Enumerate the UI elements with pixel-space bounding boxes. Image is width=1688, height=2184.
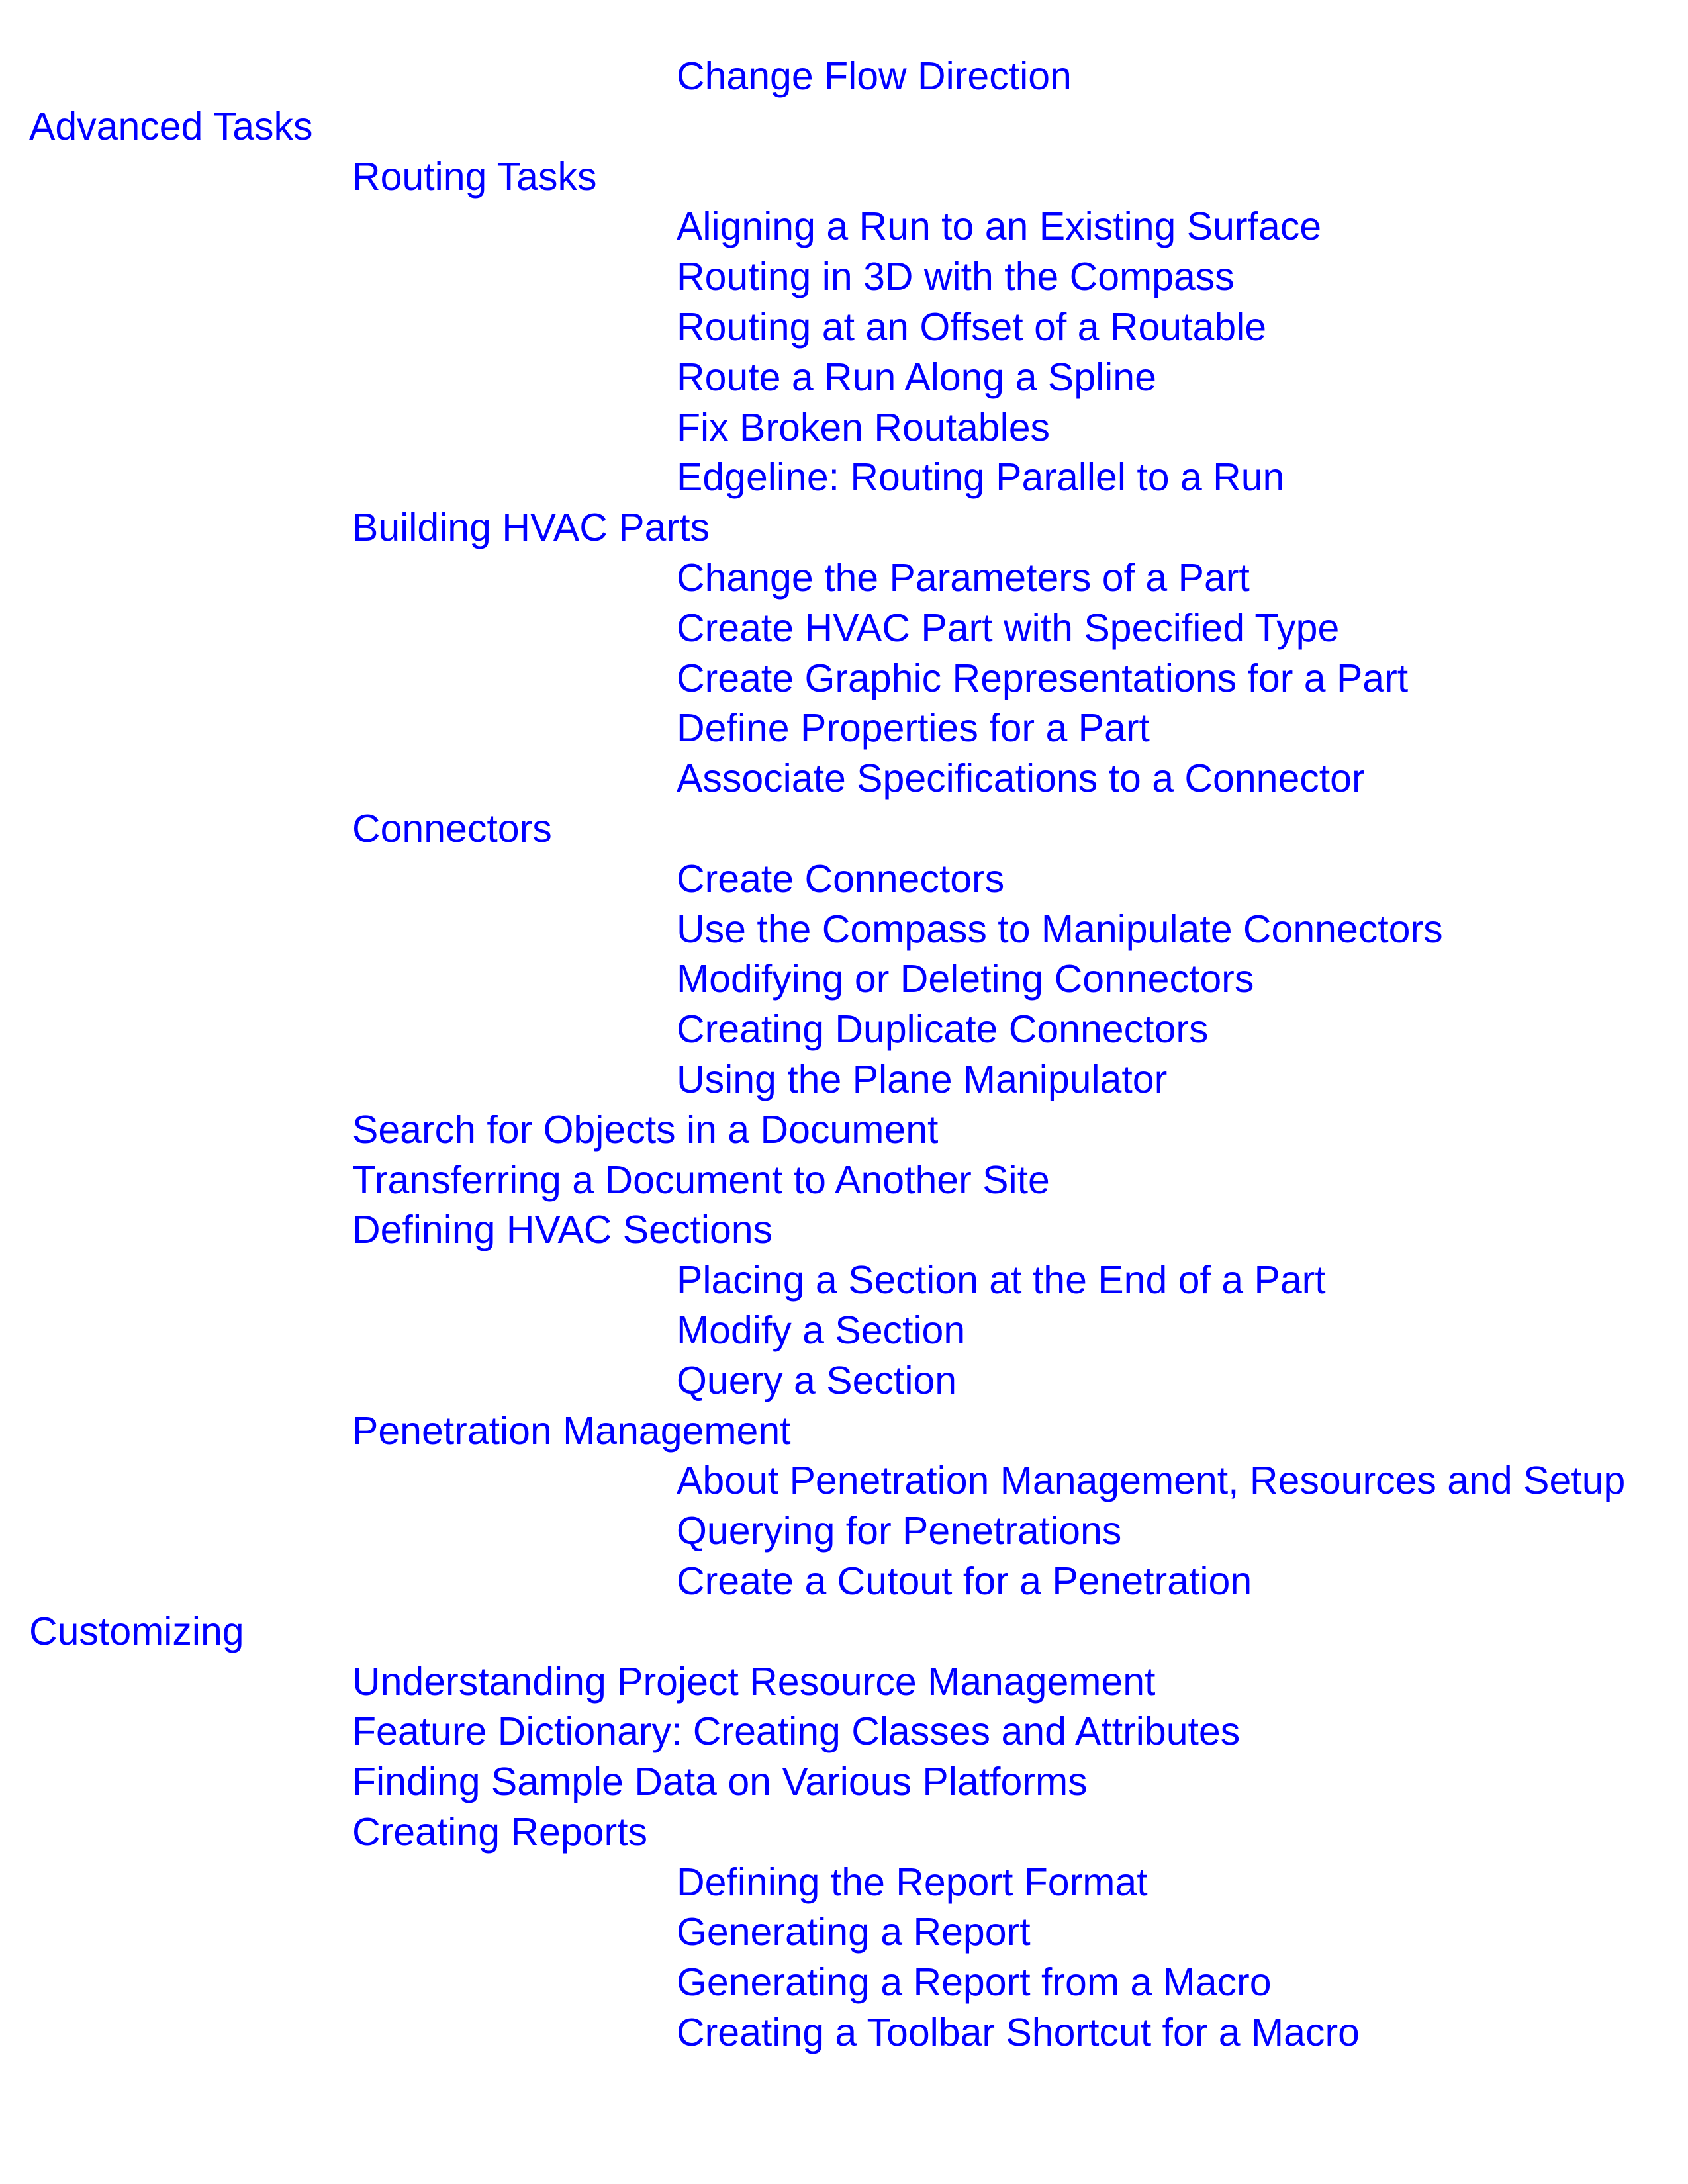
toc-link-edgeline-routing[interactable]: Edgeline: Routing Parallel to a Run: [677, 455, 1285, 500]
toc-chapter-finding-sample-data[interactable]: Finding Sample Data on Various Platforms: [352, 1760, 1088, 1804]
toc-link-aligning-run-to-surface[interactable]: Aligning a Run to an Existing Surface: [677, 205, 1322, 249]
toc-chapter-project-resource-management[interactable]: Understanding Project Resource Management: [352, 1659, 1156, 1704]
toc-section-customizing[interactable]: Customizing: [29, 1609, 244, 1653]
toc-link-creating-duplicate-connectors[interactable]: Creating Duplicate Connectors: [677, 1007, 1209, 1052]
toc-link-routing-offset-routable[interactable]: Routing at an Offset of a Routable: [677, 304, 1267, 349]
toc-link-fix-broken-routables[interactable]: Fix Broken Routables: [677, 405, 1051, 449]
toc-link-associate-specifications[interactable]: Associate Specifications to a Connector: [677, 756, 1365, 801]
toc-link-defining-report-format[interactable]: Defining the Report Format: [677, 1860, 1148, 1904]
toc-section-advanced-tasks[interactable]: Advanced Tasks: [29, 104, 313, 148]
toc-link-modifying-deleting-connectors[interactable]: Modifying or Deleting Connectors: [677, 957, 1254, 1001]
toc-link-routing-3d-compass[interactable]: Routing in 3D with the Compass: [677, 255, 1235, 299]
toc-link-plane-manipulator[interactable]: Using the Plane Manipulator: [677, 1057, 1168, 1101]
toc-chapter-defining-hvac-sections[interactable]: Defining HVAC Sections: [352, 1208, 773, 1252]
toc-link-query-section[interactable]: Query a Section: [677, 1358, 957, 1402]
toc-link-create-graphic-representations[interactable]: Create Graphic Representations for a Part: [677, 656, 1409, 700]
toc-chapter-building-hvac-parts[interactable]: Building HVAC Parts: [352, 506, 710, 550]
toc-chapter-transferring-document[interactable]: Transferring a Document to Another Site: [352, 1158, 1050, 1202]
toc-link-modify-section[interactable]: Modify a Section: [677, 1308, 966, 1352]
toc-link-generating-report-macro[interactable]: Generating a Report from a Macro: [677, 1960, 1272, 2005]
toc-chapter-connectors[interactable]: Connectors: [352, 806, 552, 850]
toc-link-compass-manipulate-connectors[interactable]: Use the Compass to Manipulate Connectors: [677, 907, 1443, 951]
toc-link-change-parameters-part[interactable]: Change the Parameters of a Part: [677, 555, 1250, 600]
toc-link-create-cutout-penetration[interactable]: Create a Cutout for a Penetration: [677, 1559, 1252, 1603]
toc-link-create-connectors[interactable]: Create Connectors: [677, 856, 1005, 901]
toc-link-querying-penetrations[interactable]: Querying for Penetrations: [677, 1509, 1122, 1553]
table-of-contents: [0, 52, 1688, 2058]
toc-link-create-hvac-part-type[interactable]: Create HVAC Part with Specified Type: [677, 606, 1340, 650]
toc-link-change-flow-direction[interactable]: Change Flow Direction: [677, 54, 1072, 98]
toc-link-toolbar-shortcut-macro[interactable]: Creating a Toolbar Shortcut for a Macro: [677, 2011, 1360, 2055]
toc-link-about-penetration-management[interactable]: About Penetration Management, Resources and Setup: [677, 1459, 1626, 1503]
toc-link-route-run-spline[interactable]: Route a Run Along a Spline: [677, 355, 1156, 399]
toc-chapter-search-objects[interactable]: Search for Objects in a Document: [352, 1107, 939, 1152]
toc-link-define-properties-part[interactable]: Define Properties for a Part: [677, 706, 1150, 751]
toc-chapter-creating-reports[interactable]: Creating Reports: [352, 1809, 647, 1854]
toc-chapter-penetration-management[interactable]: Penetration Management: [352, 1408, 791, 1453]
toc-link-placing-section-end[interactable]: Placing a Section at the End of a Part: [677, 1258, 1326, 1302]
toc-chapter-feature-dictionary[interactable]: Feature Dictionary: Creating Classes and Attributes: [352, 1709, 1241, 1754]
toc-chapter-routing-tasks[interactable]: Routing Tasks: [352, 154, 597, 199]
toc-link-generating-report[interactable]: Generating a Report: [677, 1910, 1031, 1954]
